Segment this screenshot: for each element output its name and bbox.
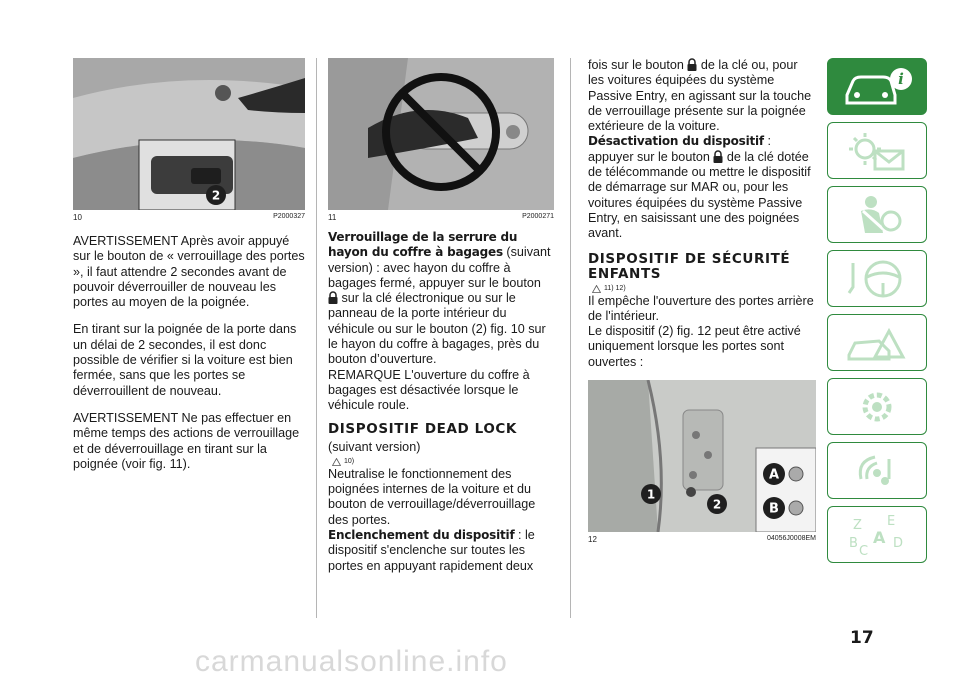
column-1 [73, 58, 305, 472]
tab-maintenance[interactable] [827, 378, 927, 435]
body-paragraph: En tirant sur la poignée de la porte dans un délai de 2 secondes, il est donc possible de vérifier si la voiture est bien fermée, sans que les portes se déverrouillent de nouveau. [73, 322, 297, 398]
warning-ref [592, 285, 816, 293]
warning-number: 10) [344, 458, 355, 466]
section-heading: DISPOSITIF DE SÉCURITÉ ENFANTS [588, 250, 791, 282]
deactivation-paragraph [588, 134, 816, 241]
svg-text:Z: Z [853, 517, 862, 533]
figure-code: 04056J0008EM [766, 535, 816, 543]
body-text: : appuyer sur le bouton [588, 134, 771, 164]
svg-text:E: E [887, 513, 896, 529]
warning-number: 11) 12) [604, 285, 626, 293]
subheading: Désactivation du dispositif [588, 134, 764, 149]
body-paragraph: Le dispositif (2) fig. 12 peut être activé uniquement lorsque les portes sont ouvertes : [588, 324, 801, 369]
multimedia-icon [837, 449, 917, 493]
no-handle-photo [328, 58, 554, 210]
figure-12 [588, 380, 816, 532]
maintenance-icon [837, 385, 917, 429]
body-paragraph: Il empêche l'ouverture des portes arrière de l'intérieur. [588, 293, 814, 323]
body-text: : le dispositif s'enclenche sur toutes les portes en appuyant rapidement deux [328, 528, 535, 573]
index-icon [837, 513, 917, 557]
watermark: carmanualsonline.info [195, 645, 508, 678]
badge-label: 2 [712, 497, 722, 512]
badge-label: 1 [646, 487, 656, 502]
figure-11 [328, 58, 554, 210]
activation-paragraph [328, 528, 554, 574]
svg-text:i: i [898, 69, 904, 88]
body-paragraph [588, 58, 816, 134]
subheading: Verrouillage de la serrure du hayon du coffre à bagages [328, 230, 518, 260]
badge-label: B [769, 501, 779, 517]
breakdown-icon [837, 321, 917, 365]
tab-index[interactable] [827, 506, 927, 563]
trunk-lock-paragraph [328, 230, 554, 368]
column-3 [588, 58, 816, 544]
steering-wheel-icon [837, 257, 917, 301]
body-paragraph: Neutralise le fonctionnement des poignées internes de la voiture et du bouton de verrouillage/déverrouillage des portes. [328, 466, 536, 527]
warning-paragraph: AVERTISSEMENT Après avoir appuyé sur le bouton de « verrouillage des portes », il faut attendre 2 secondes avant de pouvoir déverrouiller de nouveau les portes au moyen de la poignée. [73, 234, 305, 310]
figure-caption [73, 213, 305, 222]
section-heading: DISPOSITIF DEAD LOCK [328, 420, 517, 437]
body-text: de la clé dotée de télécommande ou mettre le dispositif de démarrage sur MAR ou, pour les voitures équipées du système Passive Entry, en saisissant une des poignées avant. [588, 149, 811, 241]
tab-emergency[interactable] [827, 314, 927, 371]
version-note: (suivant version) [328, 439, 421, 454]
trunk-photo [73, 58, 305, 210]
safety-icon [837, 193, 917, 237]
subheading: Enclenchement du dispositif [328, 528, 515, 543]
badge-label: A [768, 467, 780, 483]
badge-label: 2 [211, 188, 221, 203]
page-number: 17 [850, 628, 874, 648]
warning-triangle-icon [332, 458, 341, 466]
figure-10 [73, 58, 305, 210]
column-separator [570, 58, 571, 618]
body-text: de la clé ou, pour les voitures équipées du système Passive Entry, en agissant sur la touche de verrouillage présente sur la poignée extérieure de la voiture. [588, 58, 812, 134]
tab-multimedia[interactable] [827, 442, 927, 499]
figure-number: 12 [588, 535, 597, 545]
figure-caption [588, 535, 816, 544]
column-separator [316, 58, 317, 618]
warning-triangle-icon [592, 285, 601, 293]
lock-icon [328, 291, 338, 304]
tab-starting-driving[interactable] [827, 250, 927, 307]
body-text: (suivant version) : avec hayon du coffre à bagages fermé, appuyer sur le bouton [328, 245, 551, 290]
warning-ref [332, 458, 554, 466]
svg-text:A: A [873, 527, 886, 547]
figure-code: P2000327 [273, 213, 305, 220]
column-2 [328, 58, 554, 574]
svg-text:C: C [859, 543, 869, 557]
tab-warning-lights[interactable] [827, 122, 927, 179]
car-info-icon [837, 65, 917, 109]
lock-icon [687, 58, 697, 71]
figure-number: 10 [73, 213, 82, 222]
figure-code: P2000271 [522, 213, 554, 220]
svg-text:B: B [849, 535, 858, 551]
remark-paragraph: REMARQUE L'ouverture du coffre à bagages est désactivée lorsque le véhicule roule. [328, 367, 530, 413]
body-text: sur la clé électronique ou sur le panneau de la porte intérieur du véhicule ou sur le bouton (2) fig. 10 sur le hayon du coffre à bagages, près du bouton d’ouverture. [328, 291, 546, 367]
tab-car-info[interactable] [827, 58, 927, 115]
body-text: fois sur le bouton [588, 58, 684, 72]
chapter-tabs [827, 58, 929, 570]
figure-number: 11 [328, 213, 337, 222]
warning-lights-icon [837, 129, 917, 173]
child-lock-photo [588, 380, 816, 532]
figure-caption [328, 213, 554, 222]
svg-text:D: D [893, 535, 904, 551]
warning-paragraph: AVERTISSEMENT Ne pas effectuer en même temps des actions de verrouillage et de déverrouillage en tirant sur la poignée (voir fig. 11). [73, 410, 300, 471]
tab-safety[interactable] [827, 186, 927, 243]
lock-icon [713, 150, 723, 163]
